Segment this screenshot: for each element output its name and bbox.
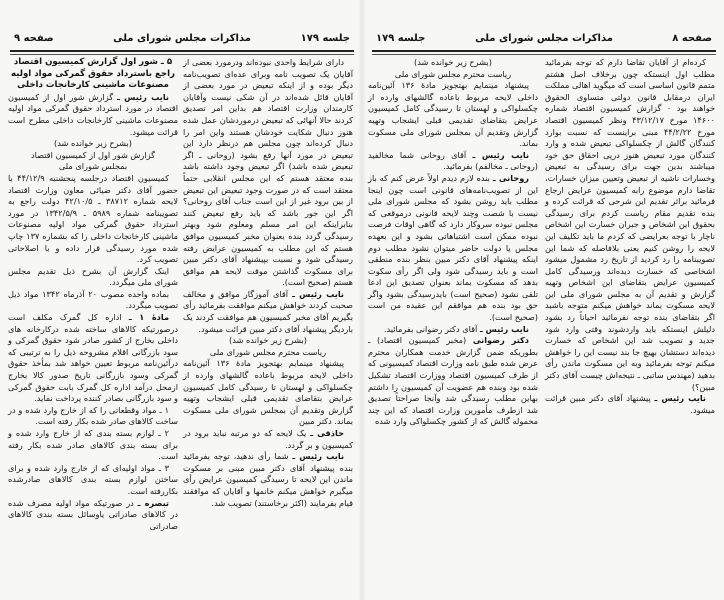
- speaker-paragraph: [368, 150, 538, 173]
- paragraph-text: ۱ ـ مواد وقطعاتی را که از خارج وارد شده و در ساخت کالاهای صادر شده بکار رفته است.: [8, 404, 178, 427]
- speaker-paragraph: [183, 289, 353, 335]
- paragraph-text: (مخبر کمیسیون اقتصاد) ـ بطوریکه ضمن گزارش خدمت همکاران محترم عرض شده طبق نامه وزارت اقتصاد کمیسیونی که از طرف کمیسیون اقتصاد ووزارت اقتصاد تشکیل شده بود وبنده هم عضویت آن کمیسیون را داشتم بهاین مطلب رسیدگی شد وآنجا صراحتاً تصدیق شد ازطرف مأمورین وزارت اقتصاد که این چند محموله گالش که از کشور چکسلواکی وارد شده: [368, 335, 538, 427]
- paragraph: [183, 335, 353, 347]
- page-8: [362, 0, 724, 600]
- paragraph-text: بمجلس شورای ملی: [58, 161, 128, 172]
- paragraph-text: پیشنهاد مینمایم بهتجویز مادهٔ ۱۳۶ آئین‌نامه داخلی لایحه مربوط باعاده گالشهای وارده از چکسلواکی و لهستان تا رسیدگی کامل کمیسیون عرایض بتقاضای تقدیمی قبلی ایشجاب وتهیه گزارش وتقدیم آن بمجلس شورای ملی مسکوت بماند. دکتر مبین: [183, 358, 353, 427]
- text-column-right: [183, 57, 353, 509]
- text-column-right: [545, 57, 715, 416]
- paragraph: [545, 57, 715, 393]
- paragraph-text: گزارش شور اول از کمیسیون اقتصاد: [30, 149, 156, 160]
- paragraph: [8, 405, 178, 428]
- paragraph: [368, 69, 538, 81]
- session-number: جلسه ۱۷۹: [376, 33, 426, 44]
- speaker-paragraph: [8, 498, 178, 533]
- speaker-paragraph: [368, 335, 538, 428]
- section-heading: [8, 57, 178, 92]
- speaker-name: مادهٔ ۱ ـ: [128, 312, 170, 323]
- paragraph-text: ریاست محترم مجلس شورای ملی: [394, 68, 512, 79]
- paragraph-text: (بشرح زیر خوانده شد): [229, 335, 307, 346]
- speaker-paragraph: [8, 92, 178, 138]
- paragraph-text: در صورتیکه مواد اولیه مصرف شده در کالاهای صادراتی یاوسائل بسته بندی کالاهای صادراتی: [8, 497, 178, 531]
- speaker-name: دکتر رضوانی: [472, 335, 530, 346]
- paragraph: [8, 266, 178, 289]
- speaker-name: روحانی ـ: [492, 172, 529, 183]
- speaker-name: حاذقی ـ: [310, 428, 344, 438]
- paragraph-text: کمیسیون اقتصاد درجلسه پنجشنبه ۴۴/۱۲/۹ با حضور آقای دکتر ضیائی معاون وزارت اقتصاد لایحه شماره ۳۸۷۱۲ ـ ۴۲/۱۰/۵ دولت راجع به تصویبنامه شماره ۵۹۸۹ ـ ۱۳۴۲/۵/۹ در مورد استرداد حقوق گمرکی مواد اولیه مصنوعات ماشینی کارخانجات داخلی را که بشماره ۱۳۷ چاپ شده مورد رسیدگی قرار داده و با اصلاحاتی تصویب کرد.: [8, 172, 178, 265]
- page-header: [372, 33, 716, 49]
- paragraph-text: بنده لازم دیدم اولاً عرض کنم که باز این از تصویب‌نامه‌های قانونی است چون اینجا مطلب باید روشن بشود که مجلس شورای ملی نیست با شصت وچند لایحه قانونی درموقعی که مجلس نبوده سروکار دارد که گاهی اوقات فرصت نبوده ممکن است اشتباهاتی بشود و این بعهده مجلس یا دولت حاضر میتوان نشود مطلب دوم اینکه پیشنهاد آقای دکتر مبین بنظر بنده منطقی است و باید رسیدگی شود ولی اگر رأی سکوت بدهد که مسکوت بماند بعنوان تصدیق این ادعا تلقی نشود (صحیح است) بایدرسیدگی بشود واگر حق بود بنده هم موافقم این عقیده من است (صحیح است).: [368, 172, 538, 323]
- header-rule: [10, 50, 354, 55]
- speaker-name: نایب رئیس ـ: [472, 149, 530, 160]
- session-number: جلسه ۱۷۹: [300, 33, 350, 44]
- paragraph-text: یک لایحه که دو مرتبه نباید برود در کمیسیون و بر گردد.: [183, 428, 353, 450]
- page-number: صفحه ۸: [672, 33, 712, 44]
- paragraph-text: ۵ ـ شور اول گزارش کمیسیون اقتصاد راجع باسترداد حقوق گمرکی مواد اولیه مصنوعات ماشینی کارخانجات داخلی: [11, 57, 175, 91]
- paragraph-text: ۳ ـ مواد اولیه‌ای که از خارج وارد شده و برای ساختن لوازم بسته بندی کالاهای صادرشده بکاررفته است.: [8, 462, 178, 496]
- paragraph-text: (بشرح زیر خوانده شد): [414, 57, 492, 67]
- speaker-name: نایب رئیس ـ: [117, 91, 169, 102]
- paragraph: [8, 150, 178, 162]
- running-title: مذاکرات مجلس شورای ملی: [475, 33, 613, 44]
- paragraph-text: پیشنهاد آقای دکتر مبین قرائت میشود.: [545, 393, 715, 415]
- paragraph: [8, 289, 178, 312]
- paragraph-text: بماده واحده مصوب ۲۰ آذرماه ۱۳۴۲ مواد ذیل تصویب میگردد.: [8, 288, 178, 311]
- text-column-left: [8, 57, 178, 532]
- paragraph-text: آقای روحانی شما مخالفید (روحانی ـ مخالفم) بفرمائید.: [368, 149, 538, 172]
- speaker-paragraph: [183, 451, 353, 509]
- text-column-left: [368, 57, 538, 428]
- paragraph-text: پیشنهاد مینمایم بهتجویز مادهٔ ۱۳۶ آئین‌نامه داخلی لایحه مربوط باعاده گالشهای وارده از چکسلواکی و لهستان تا رسیدگی کامل کمیسیون عرایض بتقاضای تقدیمی قبلی ایشجاب وتهیه گزارش وتقدیم آن بمجلس شورای ملی مسکوت بماند.: [368, 80, 538, 149]
- speaker-name: نایب رئیس ـ: [479, 323, 529, 334]
- paragraph-text: آقای دکتر رضوانی بفرمائید.: [383, 323, 478, 334]
- paragraph-text: (بشرح زیر خوانده شد): [54, 138, 132, 149]
- speaker-name: نایب رئیس ـ: [654, 393, 706, 404]
- speaker-paragraph: [368, 324, 538, 336]
- speaker-paragraph: [545, 393, 715, 416]
- paragraph: [8, 161, 178, 173]
- speaker-name: نایب رئیس ـ: [292, 288, 344, 299]
- paragraph-text: شما رأی ندهید، توجه بفرمائید بنده پیشنهاد آقای دکتر مبین مبنی بر مسکوت ماندن این لایحه تا رسیدگی کمیسیون عرایض رأی میگیرم خواهش میکنم خانمها و آقایان که موافقند قیام بفرمایند (اکثر برخاستند) تصویب شد.: [183, 451, 353, 508]
- running-title: مذاکرات مجلس شورای ملی: [113, 33, 251, 44]
- speaker-paragraph: [8, 312, 178, 405]
- paragraph-text: گزارش شور اول از کمیسیون اقتصاد در مورد استرداد حقوق گمرکی مواد اولیه مصنوعات ماشینی کارخانجات داخلی مطرح است قرائت میشود.: [8, 91, 178, 137]
- speaker-name: نایب رئیس ـ: [292, 451, 345, 462]
- paragraph: [8, 463, 178, 498]
- paragraph: [183, 347, 353, 359]
- page-number: صفحه ۹: [14, 33, 54, 44]
- speaker-paragraph: [183, 428, 353, 451]
- paragraph: [368, 57, 538, 69]
- page-header: [10, 33, 354, 49]
- paragraph-text: اداره کل گمرک مکلف است درصورتیکه کالاهای ساخته شده درکارخانه های داخلی بخارج از کشور صادر شود حقوق گمرکی و سود بازرگانی اقلام مشروحه ذیل را به ترتیبی که درآئین‌نامه مربوط تعیین خواهد شد بمأخذ حقوق گمرکی وسود بازرگانی تاریخ صدور کالا بخارج ازمحل درآمد اداره کل گمرک بابت حقوق گمرکی و سود بازرگانی بصادر کننده پرداخت نماید.: [8, 312, 178, 404]
- paragraph-text: دارای شرایط واحدی نبوده‌اند ودرمورد بعضی از آقایان یک تصویب نامه وبرای عده‌ای تصویب‌نامه دیگر بوده و از اینکه تبعیض در مورد بعضی از آقایان قائل شده‌اند در آن شکی نیست وآقایان کارمندان وزارت اقتصاد هم بداین امر تصدیق کردند حالا آنهائی که تبعیض درموردشان عمل شده هنوز دنبال شکایت خودشان هستند واین امر را دنبال کرده‌اند چون مجلس هم درنظر دارد این تبعیض در مورد آنها رفع بشود (روحانی ـ اگر تبعیض شده باشد) اگر تبعیض وجود داشته باشد بنده معتقد هستم که این مجلس انقلابی حتماً معتقد است که در صورت وجود تبعیض این تبعیض از بین برود غیر از این است جناب آقای روحانی؟ اگر این جور باشد که باید رفع تبعیض کنند بنابراینکه این امر مسلم ومعلوم شود وبهتر رسیدگی گردد بنده بعنوان مخبر کمیسیون موافق هستم که این مطلب به کمیسیون عرایض رفته رسیدگی شود و نسبت بپیشنهاد آقای دکتر مبین برای مسکوت گذاشتن موقت لایحه هم موافق هستم (صحیح است).: [183, 57, 353, 288]
- paragraph-text: آقای آموزگار موافق و مخالف صحبت کردند خواهش میکنم موافقت بفرمائید رأی بگیریم آقای مخبر کمیسیون هم موافقت کردند یک باردیگر پیشنهاد آقای دکتر مبین قرائت میشود.: [183, 288, 353, 334]
- paragraph: [183, 57, 353, 289]
- header-rule: [372, 50, 716, 55]
- paragraph: [8, 173, 178, 266]
- paragraph: [368, 80, 538, 150]
- speaker-paragraph: [368, 173, 538, 324]
- paragraph: [8, 138, 178, 150]
- paragraph: [183, 358, 353, 428]
- paragraph-text: ریاست محترم مجلس شورای ملی: [209, 346, 327, 357]
- paragraph-text: کرده‌ام از آقایان تقاضا دارم که توجه بفرمائید مطلب اول اینستکه چون برخلاف اصل هشتم متمم قانون اساسی است که میگوید اهالی مملکت ایران درمقابل قانون دولتی متساوی الحقوق خواهند بود ۰ گزارش کمیسیون اقتصاد شماره ۱۴۶۰۰ مورخ ۴۳/۱۲/۱۷ ونظر کمیسیون اقتصاد مورخ ۴۴/۲/۲۲ مبنی براینست که نسبت بوارد کنندگان گالش از چکسلواکی تبعیض شده و وارد کنندگان مورد تبعیض هنوز درپی احقاق حق خود میباشند بدین جهت برای رسیدگی به تبعیض وخسارات ناشیه از تبعیض وتعیین میزان خسارات، تقاضا دارم موضوع رابه کمیسیون عرایض ارجاع فرمائید براثر تقدیم این شرحی که قرائت کرده و بنده تقدیم مقام ریاست کردم برای رسیدگی بحقوق این اشخاص و جبران خسارت این اشخاص ناچار با توجه بعرایضی که کردم ما باید تکلیف این لایحه را روشن کنیم یعنی بلافاصله که شما این تصویبنامه را رد کردید از تاریخ رد مشمول میشود اشخاصی که خسارت دیده‌اند ورسیدگی کامل کمیسیون عرایض بتقاضای این اشخاص وتهیه گزارش و تقدیم آن به مجلس شورای ملی این لایحه مسکوت بماند خواهش میکنم متوجه باشید اگر بتقاضای بنده توجه نفرمائید احیاناً رد بشود دلیلش اینستکه باید واردشوند وقتی وارد شود جدید و تصویب شد این اشخاص که خسارت دیده‌اند دستشان بهیچ جا بند نیست این را خواهش میکنم توجه بفرمائید وبه این مسکوت ماندن رأی بدهید (مهندس ساتبی ـ نتیجه‌اش چیست آقای دکتر مبین؟): [545, 57, 716, 392]
- paragraph: [8, 428, 178, 463]
- speaker-name: تبصره ـ: [137, 497, 169, 508]
- paragraph-text: اینک گزارش آن بشرح ذیل تقدیم مجلس شورای ملی میگردد.: [8, 265, 178, 288]
- paragraph-text: ۲ ـ لوازم بسته بندی که از خارج وارد شده و برای بسته بندی کالاهای صادر شده بکار رفته است.: [8, 428, 178, 462]
